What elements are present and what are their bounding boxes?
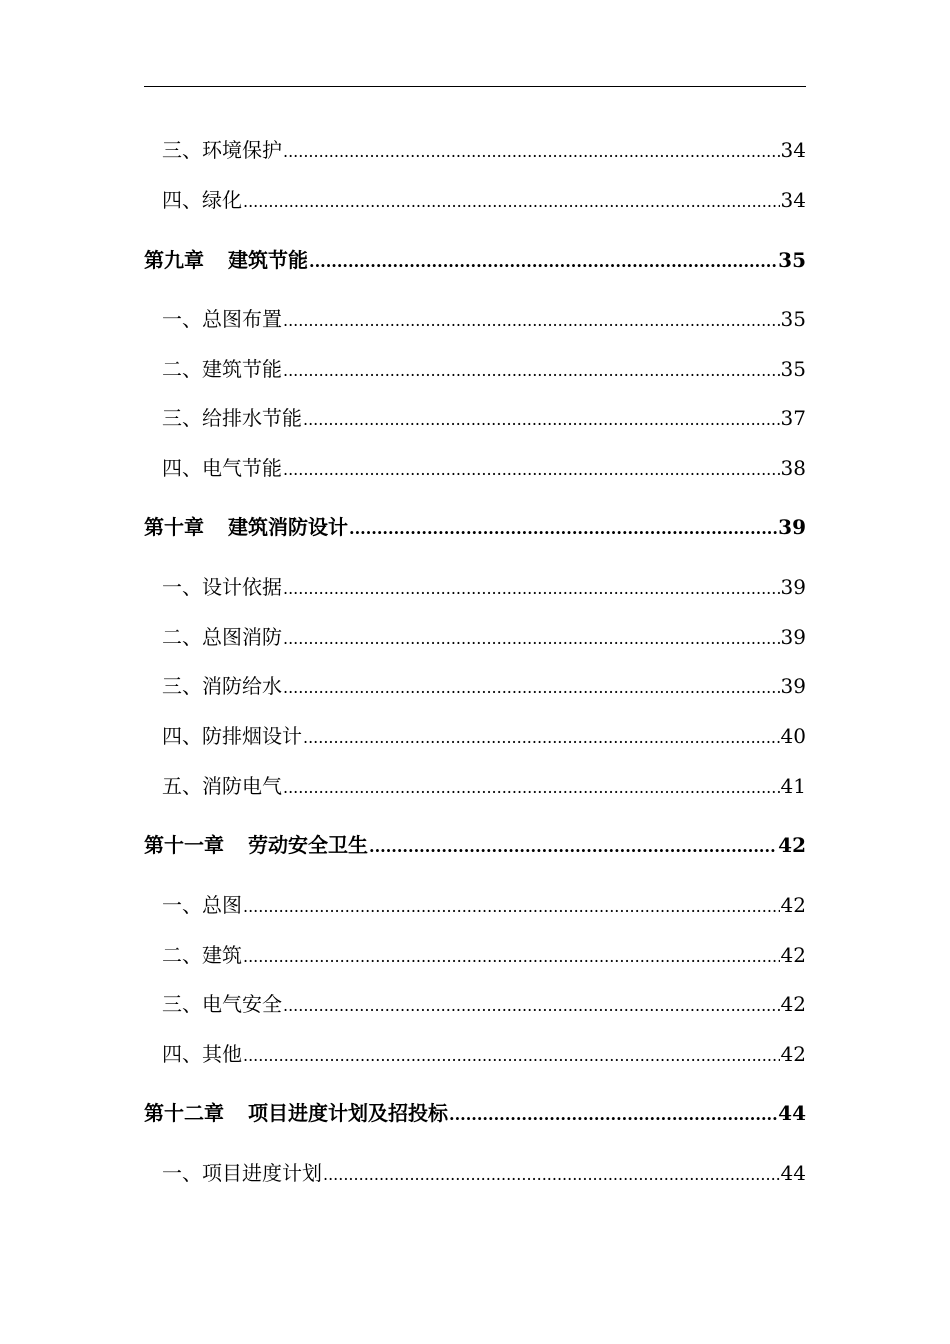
toc-section-entry[interactable] [144, 404, 806, 434]
toc-dot-leader [283, 456, 780, 484]
toc-section-entry[interactable] [144, 891, 806, 921]
toc-page-number: 39 [780, 575, 806, 599]
toc-section-title: 四、绿化 [162, 188, 242, 212]
toc-section-entry[interactable] [144, 672, 806, 702]
toc-chapter-number: 第十二章 [144, 1101, 224, 1125]
toc-section-entry[interactable] [144, 454, 806, 484]
toc-page-number: 41 [780, 774, 806, 798]
toc-page-number: 44 [778, 1101, 806, 1125]
toc-chapter-entry[interactable] [144, 513, 806, 543]
toc-page-number: 34 [780, 138, 806, 162]
toc-section-entry[interactable] [144, 573, 806, 603]
toc-page-number: 35 [780, 307, 806, 331]
toc-section-entry[interactable] [144, 1159, 806, 1189]
toc-section-title: 三、环境保护 [162, 138, 282, 162]
toc-page-number: 34 [780, 188, 806, 212]
toc-section-title: 五、消防电气 [162, 774, 282, 798]
toc-chapter-heading [144, 246, 308, 274]
toc-page-number: 37 [780, 406, 806, 430]
toc-dot-leader [349, 515, 777, 543]
toc-section-title: 三、电气安全 [162, 992, 282, 1016]
toc-dot-leader [243, 943, 780, 971]
toc-section-title: 四、电气节能 [162, 456, 282, 480]
toc-dot-leader [283, 575, 780, 603]
toc-chapter-entry[interactable] [144, 831, 806, 861]
toc-section-title: 三、给排水节能 [162, 406, 302, 430]
toc-chapter-title: 劳动安全卫生 [248, 833, 368, 857]
toc-page-number: 39 [780, 625, 806, 649]
toc-section-title: 四、防排烟设计 [162, 724, 302, 748]
toc-dot-leader [283, 138, 780, 166]
toc-chapter-entry[interactable] [144, 1099, 806, 1129]
toc-page-number: 35 [780, 357, 806, 381]
toc-dot-leader [243, 1042, 780, 1070]
toc-dot-leader [303, 724, 780, 752]
toc-section-entry[interactable] [144, 623, 806, 653]
toc-section-entry[interactable] [144, 990, 806, 1020]
toc-page-number: 42 [780, 943, 806, 967]
toc-page-number: 42 [780, 1042, 806, 1066]
toc-chapter-number: 第九章 [144, 248, 204, 272]
toc-page-number: 42 [778, 833, 806, 857]
toc-page-number: 39 [778, 515, 806, 539]
toc-section-entry[interactable] [144, 305, 806, 335]
toc-section-entry[interactable] [144, 186, 806, 216]
toc-chapter-number: 第十一章 [144, 833, 224, 857]
toc-chapter-title: 建筑消防设计 [228, 515, 348, 539]
toc-section-title: 四、其他 [162, 1042, 242, 1066]
toc-chapter-heading [144, 831, 368, 859]
toc-chapter-entry[interactable] [144, 246, 806, 276]
toc-section-entry[interactable] [144, 941, 806, 971]
toc-page-number: 35 [778, 248, 806, 272]
toc-chapter-title: 建筑节能 [228, 248, 308, 272]
toc-page-number: 38 [780, 456, 806, 480]
toc-page-number: 39 [780, 674, 806, 698]
toc-section-title: 一、总图布置 [162, 307, 282, 331]
toc-dot-leader [449, 1101, 777, 1129]
toc-section-entry[interactable] [144, 722, 806, 752]
toc-page-number: 40 [780, 724, 806, 748]
toc-dot-leader [323, 1161, 780, 1189]
toc-section-entry[interactable] [144, 136, 806, 166]
toc-section-title: 一、项目进度计划 [162, 1161, 322, 1185]
toc-section-title: 三、消防给水 [162, 674, 282, 698]
toc-chapter-number: 第十章 [144, 515, 204, 539]
toc-section-entry[interactable] [144, 772, 806, 802]
toc-section-title: 一、设计依据 [162, 575, 282, 599]
toc-section-title: 二、建筑节能 [162, 357, 282, 381]
toc-section-entry[interactable] [144, 355, 806, 385]
toc-dot-leader [243, 893, 780, 921]
toc-dot-leader [243, 188, 780, 216]
toc-chapter-heading [144, 513, 348, 541]
toc-dot-leader [309, 248, 777, 276]
toc-page-number: 42 [780, 992, 806, 1016]
toc-section-entry[interactable] [144, 1040, 806, 1070]
toc-chapter-title: 项目进度计划及招投标 [248, 1101, 448, 1125]
toc-dot-leader [283, 774, 780, 802]
toc-dot-leader [283, 625, 780, 653]
toc-chapter-heading [144, 1099, 448, 1127]
toc-dot-leader [283, 307, 780, 335]
toc-dot-leader [283, 674, 780, 702]
toc-dot-leader [303, 406, 780, 434]
toc-section-title: 二、建筑 [162, 943, 242, 967]
toc-page-number: 44 [780, 1161, 806, 1185]
toc-dot-leader [369, 833, 777, 861]
toc-dot-leader [283, 992, 780, 1020]
toc-section-title: 二、总图消防 [162, 625, 282, 649]
header-rule [144, 86, 806, 87]
toc-section-title: 一、总图 [162, 893, 242, 917]
toc-dot-leader [283, 357, 780, 385]
toc-page-number: 42 [780, 893, 806, 917]
